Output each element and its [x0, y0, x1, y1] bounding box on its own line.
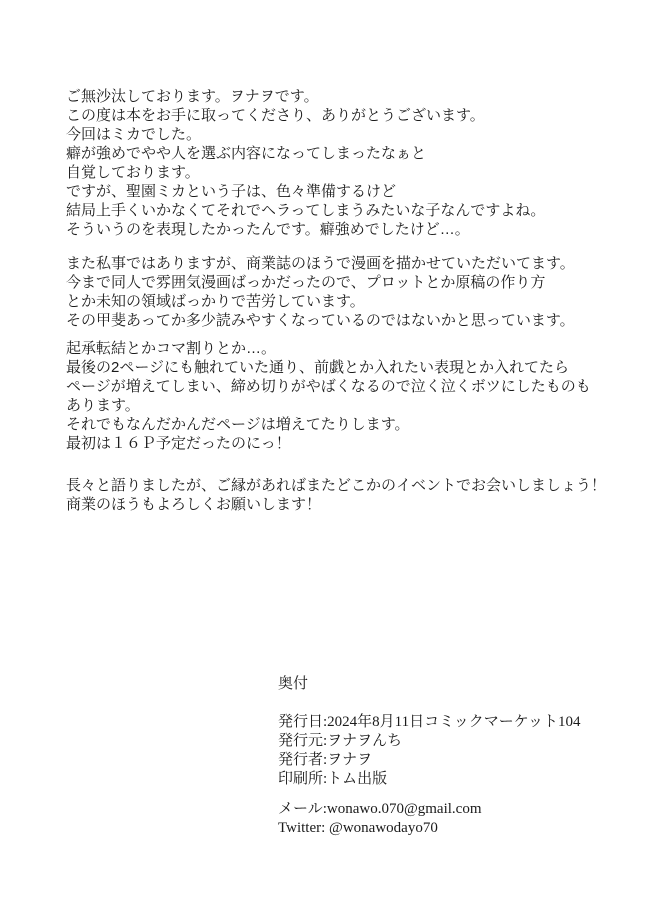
afterword-line: 商業のほうもよろしくお願いします！ [66, 496, 322, 513]
afterword-paragraph [66, 476, 606, 514]
afterword-line: 自覚しております。 [66, 164, 200, 181]
afterword-line: ページが増えてしまい、締め切りがやばくなるので泣く泣くボツにしたものも [66, 378, 591, 395]
afterword-paragraph [66, 254, 606, 330]
colophon-entry-publish-date: 発行日:2024年8月11日コミックマーケット104 [278, 714, 581, 730]
afterword-line: また私事ではありますが、商業誌のほうで漫画を描かせていただいてます。 [66, 255, 575, 272]
colophon-entry-author: 発行者:ヲナヲ [278, 752, 373, 768]
colophon-contact [278, 800, 581, 838]
afterword-line: ご無沙汰しております。ヲナヲです。 [66, 88, 319, 105]
afterword-line: その甲斐あってか多少読みやすくなっているのではないかと思っています。 [66, 312, 575, 329]
contact-email: メール:wonawo.070@gmail.com [278, 801, 482, 817]
afterword-line: とか未知の領域ばっかりで苦労しています。 [66, 293, 365, 310]
afterword-line: そういうのを表現したかったんです。癖強めでしたけど…。 [66, 221, 470, 238]
afterword-line: それでもなんだかんだページは増えてたりします。 [66, 416, 410, 433]
afterword-line: ですが、聖園ミカという子は、色々準備するけど [66, 183, 397, 200]
afterword-line: 癖が強めでやや人を選ぶ内容になってしまったなぁと [66, 145, 427, 162]
afterword-line: 今まで同人で雰囲気漫画ばっかだったので、プロットとか原稿の作り方 [66, 274, 546, 291]
afterword-line: 起承転結とかコマ割りとか…。 [66, 340, 277, 357]
afterword-text [66, 87, 606, 514]
afterword-line: 今回はミカでした。 [66, 126, 202, 143]
afterword-line: 最後の2ページにも触れていた通り、前戯とか入れたい表現とか入れてたら [66, 359, 570, 376]
afterword-line: 結局上手くいかなくてそれでヘラってしまうみたいな子なんですよね。 [66, 202, 546, 219]
colophon-entries [278, 713, 581, 789]
afterword-line: 最初は１６Ｐ予定だったのにっ！ [66, 435, 291, 452]
contact-twitter: Twitter: @wonawodayo70 [278, 820, 438, 836]
afterword-paragraph [66, 87, 606, 239]
colophon-heading: 奥付 [278, 676, 309, 692]
afterword-paragraph [66, 339, 606, 453]
colophon [278, 675, 581, 838]
colophon-entry-publisher: 発行元:ヲナヲんち [278, 733, 403, 749]
afterword-line: あります。 [66, 397, 140, 414]
afterword-line: 長々と語りましたが、ご縁があればまたどこかのイベントでお会いしましょう！ [66, 477, 607, 494]
afterword-line: この度は本をお手に取ってくださり、ありがとうございます。 [66, 107, 485, 124]
colophon-entry-printer: 印刷所:トム出版 [278, 771, 388, 787]
